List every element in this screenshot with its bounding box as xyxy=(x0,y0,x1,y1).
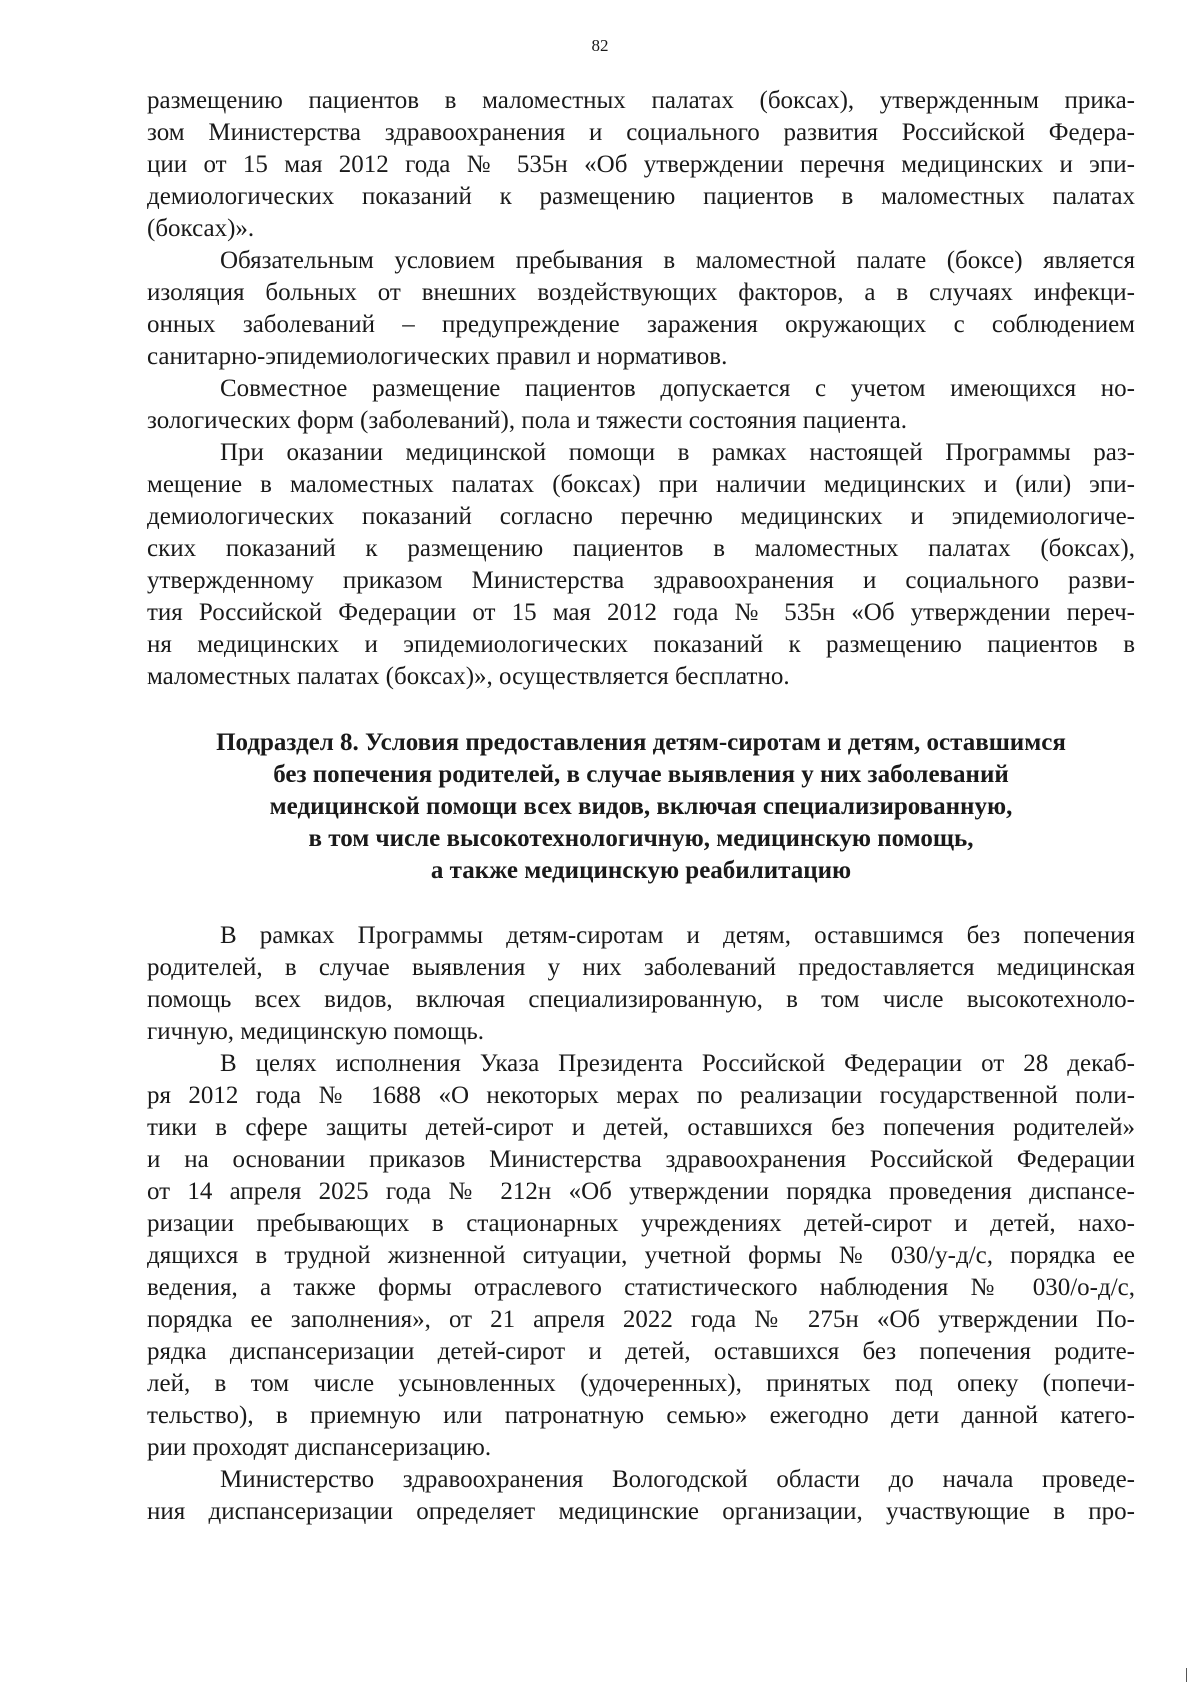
text-line: (боксах)». xyxy=(147,215,255,242)
text-line: дящихся в трудной жизненной ситуации, учетной формы № 030/у-д/с, порядка ее xyxy=(147,1242,1135,1269)
text-line: Совместное размещение пациентов допускается с учетом имеющихся но- xyxy=(220,375,1135,402)
page-number: 82 xyxy=(591,36,609,55)
text-line: зом Министерства здравоохранения и социального развития Российской Федера- xyxy=(147,119,1135,146)
section-heading-line: а также медицинскую реабилитацию xyxy=(430,857,852,884)
text-line: рядка диспансеризации детей-сирот и детей, оставшихся без попечения родите- xyxy=(147,1338,1135,1365)
text-line: При оказании медицинской помощи в рамках настоящей Программы раз- xyxy=(220,439,1135,466)
text-line: мещение в маломестных палатах (боксах) при наличии медицинских и (или) эпи- xyxy=(147,471,1135,498)
text-line: помощь всех видов, включая специализированную, в том числе высокотехноло- xyxy=(147,986,1135,1013)
section-heading-line: медицинской помощи всех видов, включая специализированную, xyxy=(269,793,1013,820)
text-line: тия Российской Федерации от 15 мая 2012 года № 535н «Об утверждении переч- xyxy=(147,599,1135,626)
text-line: ризации пребывающих в стационарных учреждениях детей-сирот и детей, нахо- xyxy=(147,1210,1135,1237)
text-line: Министерство здравоохранения Вологодской области до начала проведе- xyxy=(220,1466,1135,1493)
text-line: родителей, в случае выявления у них заболеваний предоставляется медицинская xyxy=(147,954,1135,981)
text-line: утвержденному приказом Министерства здравоохранения и социального разви- xyxy=(147,567,1135,594)
text-line: маломестных палатах (боксах)», осуществляется бесплатно. xyxy=(147,663,790,690)
text-line: санитарно-эпидемиологических правил и нормативов. xyxy=(147,343,728,370)
text-line: ведения, а также формы отраслевого статистического наблюдения № 030/о-д/с, xyxy=(147,1274,1135,1301)
text-line: порядка ее заполнения», от 21 апреля 2022 года № 275н «Об утверждении По- xyxy=(147,1306,1135,1333)
text-line: тики в сфере защиты детей-сирот и детей, оставшихся без попечения родителей» xyxy=(147,1114,1135,1141)
text-line: ции от 15 мая 2012 года № 535н «Об утверждении перечня медицинских и эпи- xyxy=(147,151,1135,178)
text-line: лей, в том числе усыновленных (удочеренных), принятых под опеку (попечи- xyxy=(147,1370,1135,1397)
text-line: рии проходят диспансеризацию. xyxy=(147,1434,492,1461)
text-line: ря 2012 года № 1688 «О некоторых мерах по реализации государственной поли- xyxy=(147,1082,1135,1109)
text-line: и на основании приказов Министерства здравоохранения Российской Федерации xyxy=(147,1146,1135,1173)
text-line: размещению пациентов в маломестных палатах (боксах), утвержденным прика- xyxy=(147,87,1135,114)
text-line: демиологических показаний согласно перечню медицинских и эпидемиологиче- xyxy=(147,503,1135,530)
section-heading-line: Подраздел 8. Условия предоставления детям-сиротам и детям, оставшимся xyxy=(216,729,1066,756)
text-line: от 14 апреля 2025 года № 212н «Об утверждении порядка проведения диспансе- xyxy=(147,1178,1135,1205)
section-heading-line: в том числе высокотехнологичную, медицинскую помощь, xyxy=(308,825,974,852)
text-line: демиологических показаний к размещению пациентов в маломестных палатах xyxy=(147,183,1135,210)
text-line: изоляция больных от внешних воздействующих факторов, а в случаях инфекци- xyxy=(147,279,1135,306)
text-line: ния диспансеризации определяет медицинские организации, участвующие в про- xyxy=(147,1498,1135,1525)
text-line: гичную, медицинскую помощь. xyxy=(147,1018,485,1045)
text-line: тельство), в приемную или патронатную семью» ежегодно дети данной катего- xyxy=(147,1402,1135,1429)
text-line: Обязательным условием пребывания в маломестной палате (боксе) является xyxy=(220,247,1135,274)
text-line: онных заболеваний – предупреждение заражения окружающих с соблюдением xyxy=(147,311,1135,338)
scan-margin-mark xyxy=(1186,1668,1187,1682)
text-line: ских показаний к размещению пациентов в маломестных палатах (боксах), xyxy=(147,535,1135,562)
text-line: В рамках Программы детям-сиротам и детям, оставшимся без попечения xyxy=(220,922,1135,949)
text-line: зологических форм (заболеваний), пола и тяжести состояния пациента. xyxy=(147,407,907,434)
text-line: В целях исполнения Указа Президента Российской Федерации от 28 декаб- xyxy=(220,1050,1135,1077)
section-heading-line: без попечения родителей, в случае выявления у них заболеваний xyxy=(273,761,1009,788)
text-line: ня медицинских и эпидемиологических показаний к размещению пациентов в xyxy=(147,631,1135,658)
